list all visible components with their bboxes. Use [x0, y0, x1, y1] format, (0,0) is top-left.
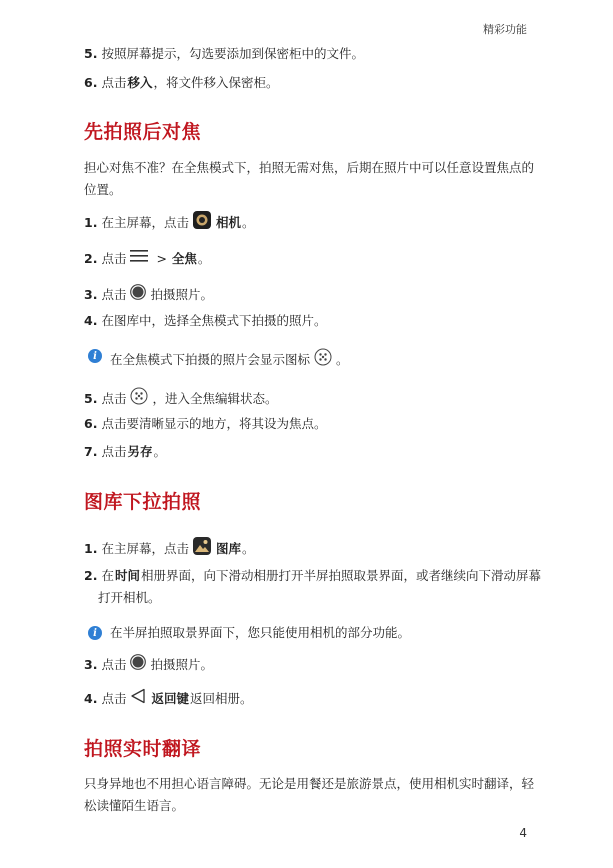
step-5 — [84, 387, 277, 410]
step-text: 点击 — [101, 250, 127, 266]
step-3 — [84, 654, 213, 675]
note — [110, 348, 349, 371]
step-number: 2. — [84, 568, 98, 583]
running-header: 精彩功能 — [483, 23, 527, 36]
all-focus-label: 全焦 — [171, 250, 197, 266]
note-text: 。 — [336, 351, 349, 367]
shutter-icon — [130, 654, 146, 675]
step-text: 。 — [241, 540, 255, 556]
step-2 — [84, 565, 543, 609]
step-text: 按照屏幕提示，勾选要添加到保密柜中的文件。 — [101, 46, 364, 61]
step-1 — [84, 211, 255, 234]
section-intro: 担心对焦不准？在全焦模式下，拍照无需对焦，后期在照片中可以任意设置焦点的位置。 — [84, 160, 535, 197]
step-6 — [84, 415, 326, 433]
back-key-label: 返回键 — [151, 690, 189, 706]
step-number: 6. — [84, 416, 98, 431]
menu-icon — [130, 249, 148, 268]
section-intro: 只身异地也不用担心语言障碍。无论是用餐还是旅游景点，使用相机实时翻译，轻松读懂陌生语言。 — [84, 776, 535, 813]
camera-label: 相机 — [215, 214, 241, 230]
camera-app-icon — [193, 211, 211, 234]
step-text: 在主屏幕，点击 — [101, 214, 189, 230]
step-number: 7. — [84, 444, 98, 459]
move-in-label: 移入 — [127, 75, 153, 90]
step-number: 5. — [84, 390, 98, 406]
section-title: 先拍照后对焦 — [84, 121, 202, 143]
step-text: ，将文件移入保密柜。 — [153, 75, 279, 90]
step-number: 5. — [84, 46, 98, 61]
info-icon: i — [88, 626, 102, 640]
step-number: 6. — [84, 75, 98, 90]
step-text: 返回相册。 — [189, 690, 253, 706]
back-key-icon — [130, 688, 146, 709]
gallery-label: 图库 — [215, 540, 241, 556]
page-number: 4 — [519, 826, 527, 840]
breadcrumb-separator: > — [152, 250, 171, 266]
step-6 — [84, 74, 279, 92]
section-title: 拍照实时翻译 — [84, 738, 202, 760]
step-number: 2. — [84, 250, 98, 266]
step-text: 相册界面，向下滑动相册打开半屏拍照取景界面，或者继续向下滑动屏幕打开相机。 — [98, 568, 541, 605]
step-number: 1. — [84, 214, 98, 230]
time-label: 时间 — [114, 568, 140, 583]
step-text: 。 — [197, 250, 211, 266]
all-focus-icon — [314, 348, 332, 371]
step-4 — [84, 688, 253, 709]
note — [110, 624, 410, 642]
step-text: 拍摄照片。 — [150, 656, 213, 672]
step-number: 3. — [84, 656, 98, 672]
all-focus-icon — [130, 387, 148, 410]
step-text: 点击 — [101, 444, 127, 459]
step-text: 点击 — [101, 75, 127, 90]
info-icon: i — [88, 349, 102, 363]
gallery-app-icon — [193, 537, 211, 560]
step-text: 在主屏幕，点击 — [101, 540, 189, 556]
note-text: 在半屏拍照取景界面下，您只能使用相机的部分功能。 — [110, 625, 411, 640]
step-1 — [84, 537, 255, 560]
step-text: 点击 — [101, 690, 127, 706]
step-text: 。 — [153, 444, 166, 459]
step-number: 1. — [84, 540, 98, 556]
shutter-icon — [130, 284, 146, 305]
step-3 — [84, 284, 213, 305]
step-text: 点击 — [101, 390, 127, 406]
step-number: 4. — [84, 690, 98, 706]
step-number: 3. — [84, 286, 98, 302]
step-7 — [84, 443, 166, 461]
step-text: 在图库中，选择全焦模式下拍摄的照片。 — [101, 313, 327, 328]
section-title: 图库下拉拍照 — [84, 491, 202, 513]
step-text: 。 — [241, 214, 255, 230]
step-text: 在 — [101, 568, 114, 583]
note-text: 在全焦模式下拍摄的照片会显示图标 — [110, 351, 311, 367]
step-text: 点击 — [101, 656, 127, 672]
step-5 — [84, 45, 364, 63]
step-text: 点击 — [101, 286, 127, 302]
step-text: ，进入全焦编辑状态。 — [152, 390, 278, 406]
step-4 — [84, 312, 326, 330]
step-text: 拍摄照片。 — [150, 286, 213, 302]
step-number: 4. — [84, 313, 98, 328]
step-2 — [84, 249, 210, 268]
save-as-label: 另存 — [127, 444, 153, 459]
step-text: 点击要清晰显示的地方，将其设为焦点。 — [101, 416, 327, 431]
